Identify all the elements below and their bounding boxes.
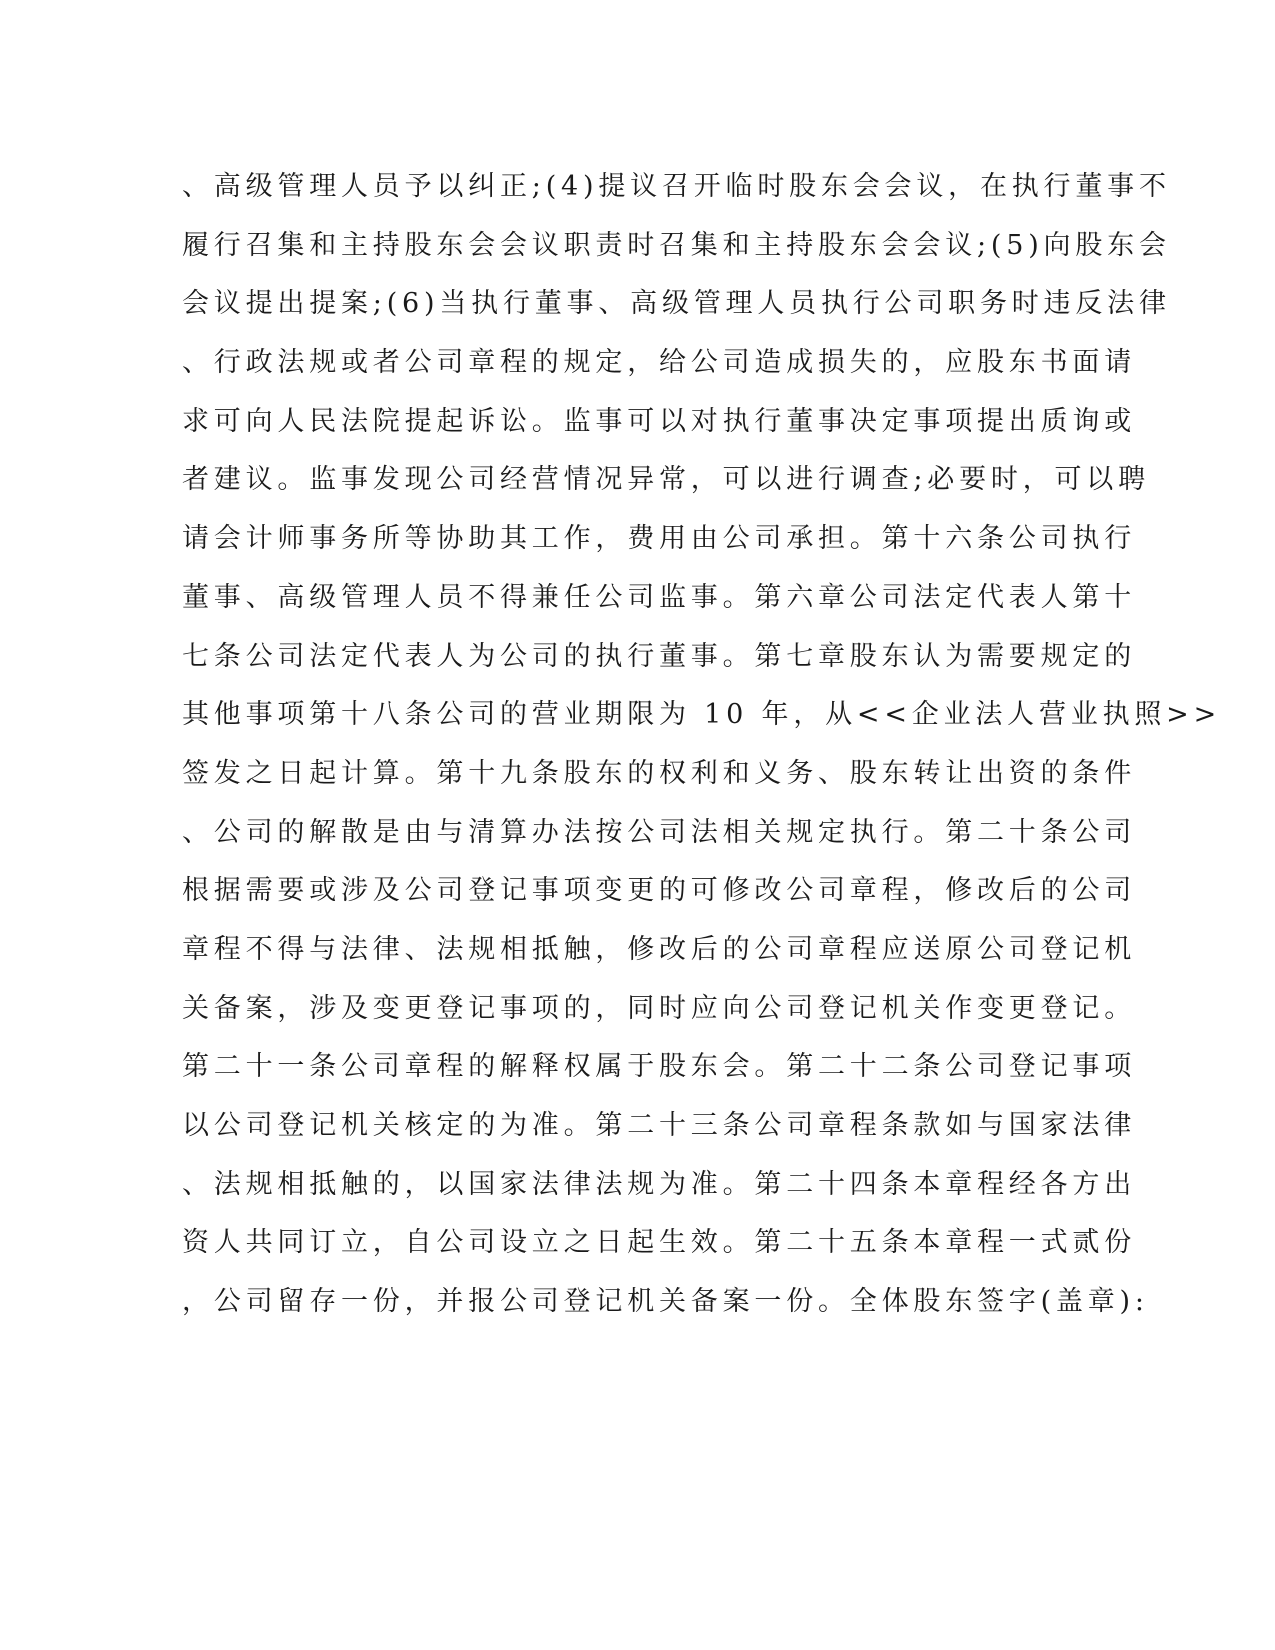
text-line: 履行召集和主持股东会会议职责时召集和主持股东会会议;(5)向股东会 [182, 229, 1171, 261]
text-line: 七条公司法定代表人为公司的执行董事。第七章股东认为需要规定的 [182, 640, 1136, 672]
text-line: 签发之日起计算。第十九条股东的权利和义务、股东转让出资的条件 [182, 757, 1136, 789]
text-line: 关备案，涉及变更登记事项的，同时应向公司登记机关作变更登记。 [182, 992, 1136, 1024]
text-line: 、高级管理人员予以纠正;(4)提议召开临时股东会会议，在执行董事不 [182, 171, 1171, 202]
text-line: 、公司的解散是由与清算办法按公司法相关规定执行。第二十条公司 [182, 816, 1136, 848]
text-line: ，公司留存一份，并报公司登记机关备案一份。全体股东签字(盖章): [182, 1286, 1149, 1318]
body-text [182, 158, 1222, 1332]
text-line: 请会计师事务所等协助其工作，费用由公司承担。第十六条公司执行 [182, 523, 1136, 555]
text-line: 求可向人民法院提起诉讼。监事可以对执行董事决定事项提出质询或 [182, 405, 1136, 437]
text-line: 董事、高级管理人员不得兼任公司监事。第六章公司法定代表人第十 [182, 581, 1136, 613]
text-line: 、行政法规或者公司章程的规定，给公司造成损失的，应股东书面请 [182, 347, 1136, 379]
text-line: 会议提出提案;(6)当执行董事、高级管理人员执行公司职务时违反法律 [182, 288, 1171, 320]
text-line: 者建议。监事发现公司经营情况异常，可以进行调查;必要时，可以聘 [182, 464, 1150, 496]
text-line: 、法规相抵触的，以国家法律法规为准。第二十四条本章程经各方出 [182, 1168, 1136, 1200]
text-line: 资人共同订立，自公司设立之日起生效。第二十五条本章程一式贰份 [182, 1227, 1136, 1259]
text-line: 根据需要或涉及公司登记事项变更的可修改公司章程，修改后的公司 [182, 875, 1136, 907]
text-line: 以公司登记机关核定的为准。第二十三条公司章程条款如与国家法律 [182, 1110, 1136, 1141]
text-line: 其他事项第十八条公司的营业期限为 10 年，从<<企业法人营业执照>> [182, 699, 1222, 731]
text-line: 第二十一条公司章程的解释权属于股东会。第二十二条公司登记事项 [182, 1051, 1136, 1083]
text-line: 章程不得与法律、法规相抵触，修改后的公司章程应送原公司登记机 [182, 933, 1136, 965]
